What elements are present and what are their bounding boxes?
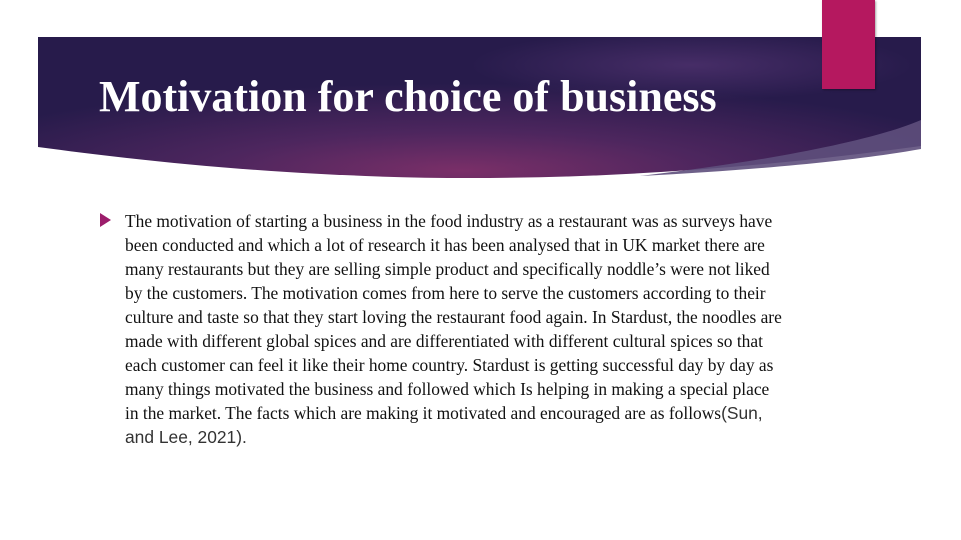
slide-title: Motivation for choice of business — [99, 72, 717, 121]
accent-tab — [822, 0, 875, 89]
citation: (Sun, and Lee, 2021). — [125, 403, 763, 447]
body-text: The motivation of starting a business in the food industry as a restaurant was as surveys have been conducted and which a lot of research it has been analysed that in UK market there are many restaurants but they are selling simple product and specifically noddle’s were not liked by the customers. The motivation comes from here to serve the customers according to their culture and taste so that they start loving the restaurant food again. In Stardust, the noodles are made with different global spices and are differentiated with different cultural spices so that each customer can feel it like their home country. Stardust is getting successful day by day as many things motivated the business and followed which Is helping in making a special place in the market. The facts which are making it motivated and encouraged are as follows — [125, 211, 782, 423]
triangle-bullet-icon — [100, 213, 111, 227]
bullet-text — [125, 209, 785, 449]
